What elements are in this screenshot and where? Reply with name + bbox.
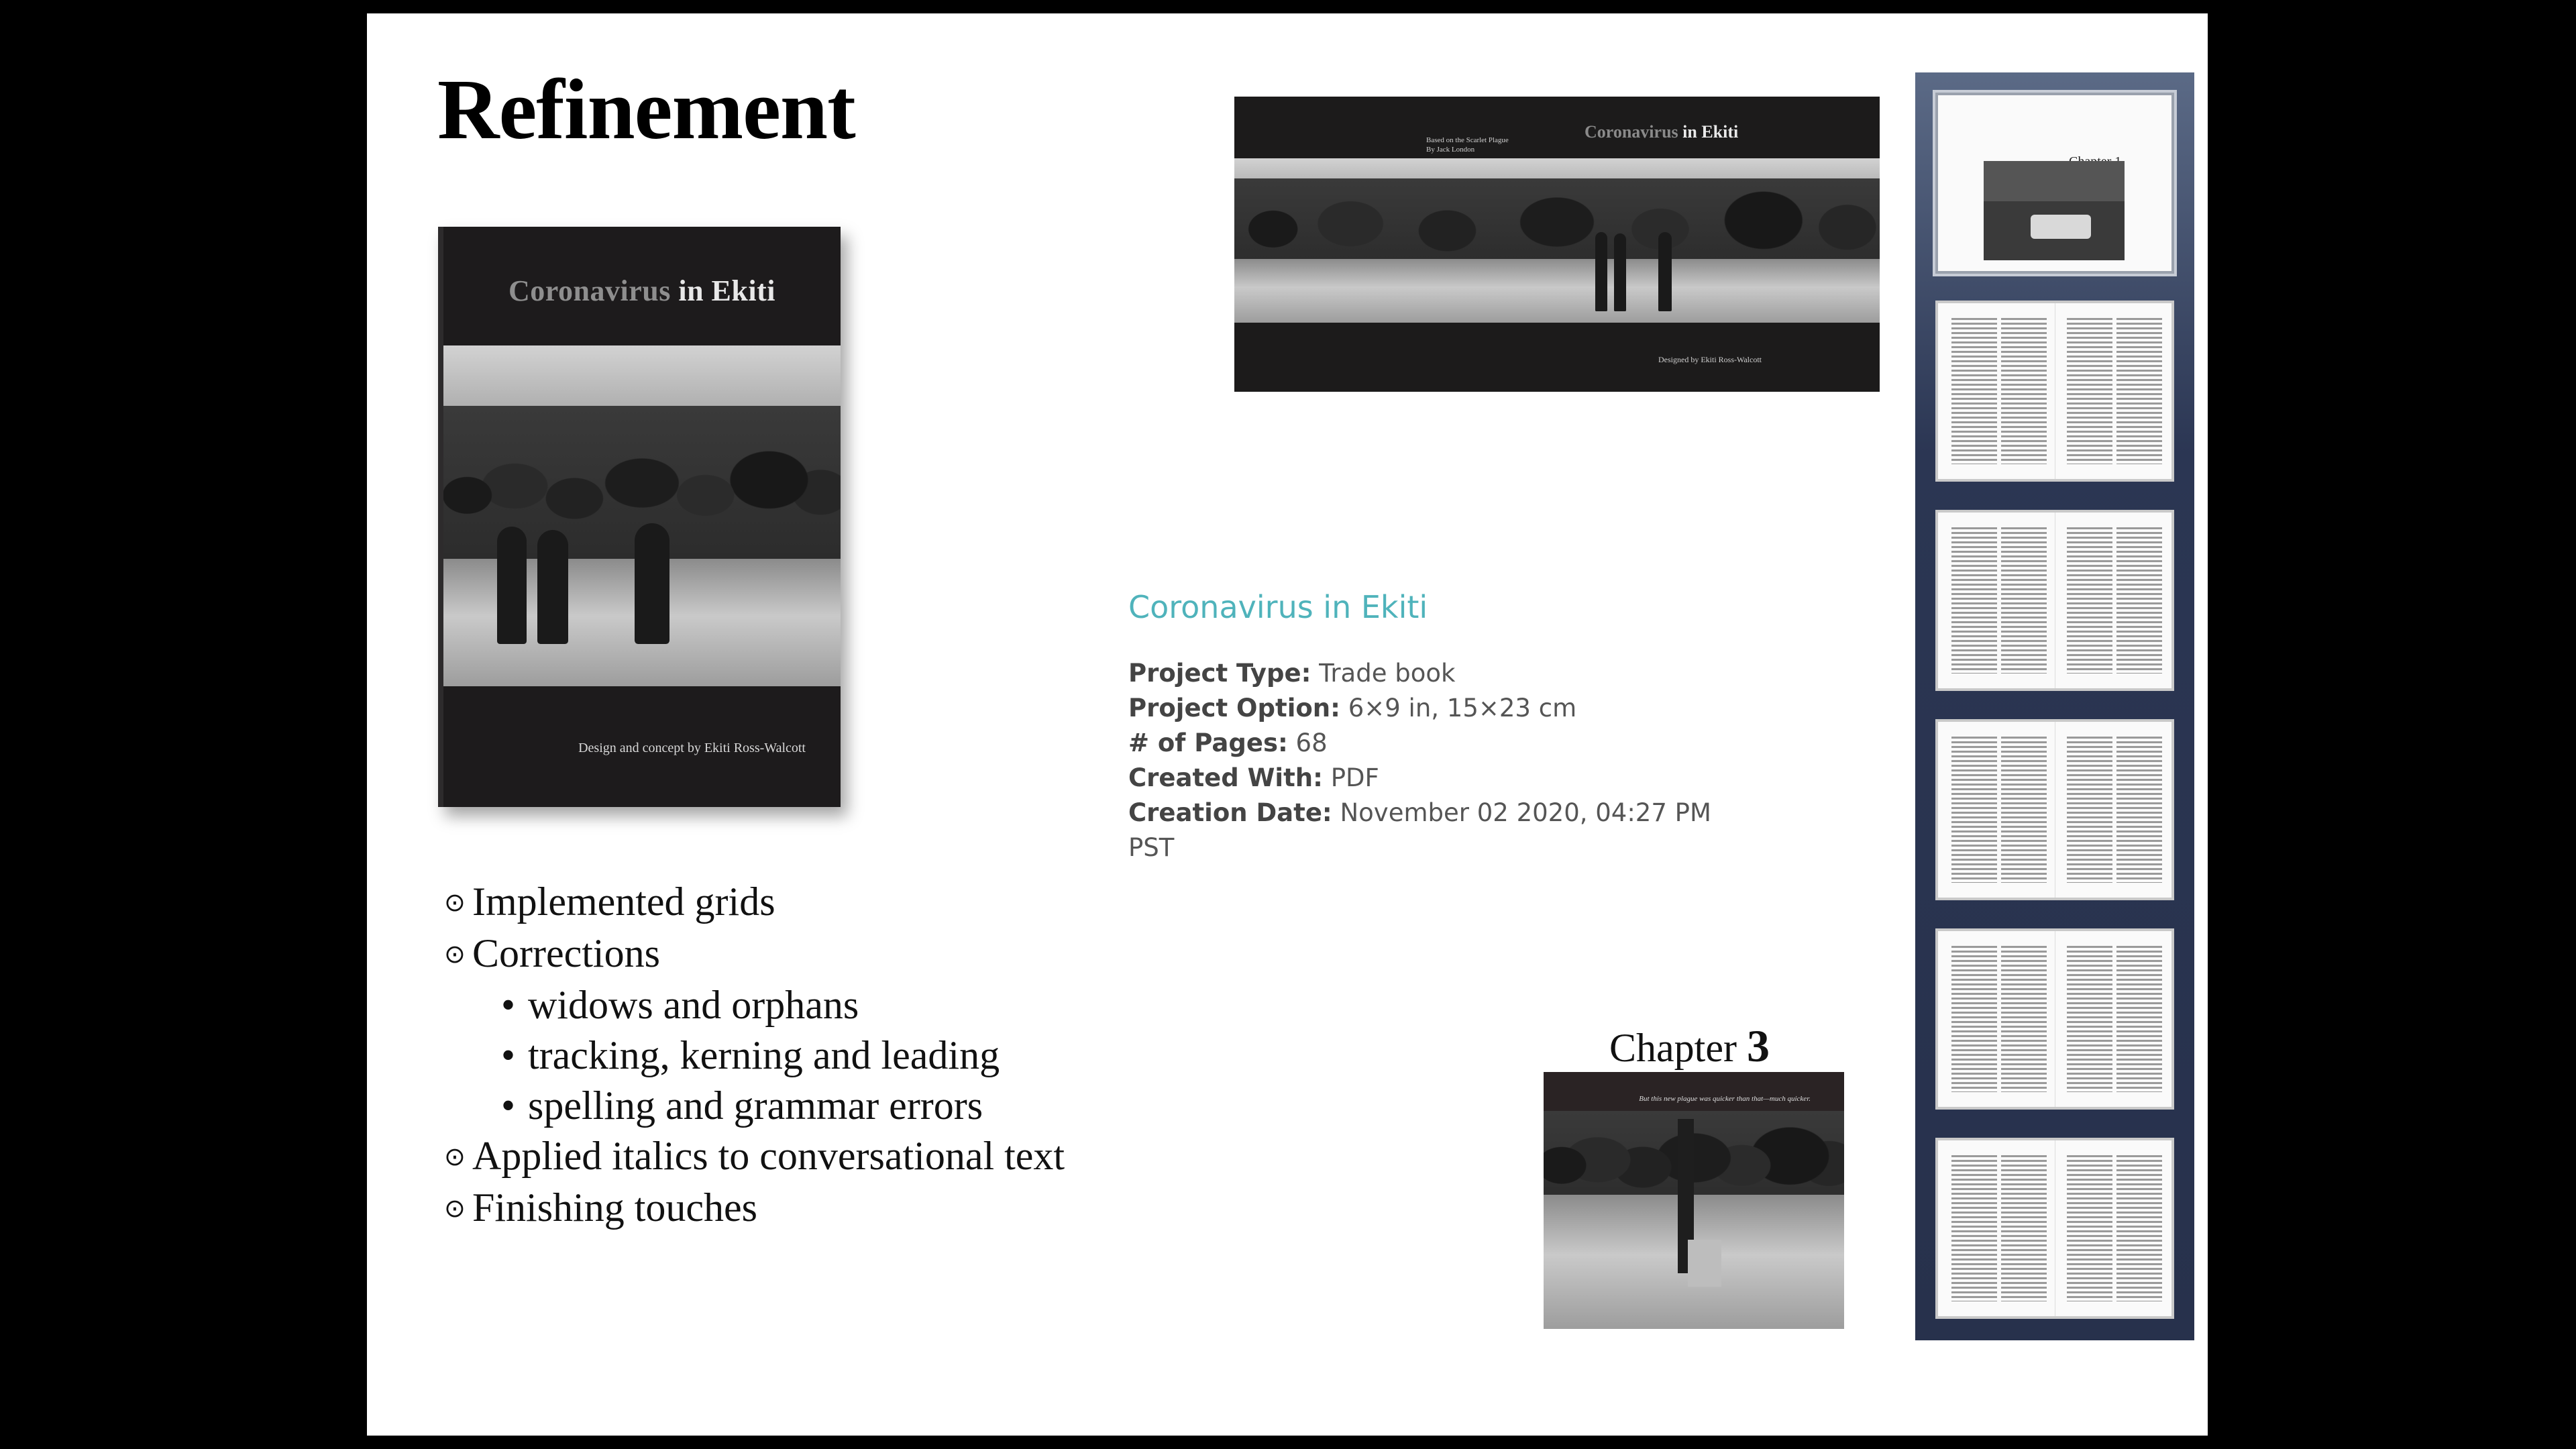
page-thumbnail[interactable]	[1935, 928, 2174, 1110]
page-thumbnail[interactable]	[1935, 301, 2174, 482]
bullet-item: ⊙ Implemented grids	[444, 877, 1065, 928]
bullet-marker: ⊙	[444, 889, 466, 917]
cover-spread-image	[1234, 97, 1880, 392]
created-with-row: Created With: PDF	[1128, 763, 1379, 792]
book-cover-title-bold: in Ekiti	[670, 274, 775, 307]
chapter-number: 3	[1746, 1020, 1770, 1071]
project-info	[1128, 589, 1711, 865]
project-option-row: Project Option: 6×9 in, 15×23 cm	[1128, 694, 1577, 722]
bullet-marker: ⊙	[444, 1195, 466, 1223]
sub-bullet-item: • widows and orphans	[444, 980, 1065, 1030]
page-thumbnail[interactable]	[1935, 510, 2174, 691]
creation-date-row: Creation Date: November 02 2020, 04:27 PM	[1128, 798, 1711, 827]
page-thumbnail[interactable]	[1935, 719, 2174, 900]
chapter-photo	[1544, 1072, 1844, 1329]
book-cover-title	[443, 274, 841, 308]
sub-bullet-item: • spelling and grammar errors	[444, 1081, 1065, 1131]
spread-based-on: Based on the Scarlet Plague By Jack London	[1426, 136, 1509, 154]
page-thumbnail[interactable]	[1935, 93, 2174, 274]
project-title: Coronavirus in Ekiti	[1128, 589, 1428, 625]
chapter-caption: But this new plague was quicker than that—much quicker.	[1639, 1095, 1811, 1103]
bullet-marker: ⊙	[444, 1143, 466, 1171]
page-thumbnail[interactable]	[1935, 1138, 2174, 1319]
book-cover-image	[438, 227, 841, 807]
spread-title: Coronavirus in Ekiti	[1585, 122, 1739, 142]
bullet-marker: ⊙	[444, 941, 466, 969]
bullet-marker: •	[501, 1083, 516, 1128]
bullet-item: ⊙ Applied italics to conversational text	[444, 1131, 1065, 1183]
book-cover-photo	[443, 345, 841, 686]
spread-photo	[1234, 158, 1880, 323]
slide	[367, 13, 2208, 1436]
slide-title: Refinement	[437, 62, 855, 157]
page-thumbnails-panel	[1915, 72, 2194, 1340]
bullet-list	[444, 877, 1065, 1234]
book-cover-credit: Design and concept by Ekiti Ross-Walcott	[578, 741, 806, 755]
creation-timezone: PST	[1128, 833, 1175, 862]
bullet-item: ⊙ Corrections	[444, 928, 1065, 980]
bullet-marker: •	[501, 983, 516, 1027]
bullet-marker: •	[501, 1033, 516, 1077]
bullet-item: ⊙ Finishing touches	[444, 1183, 1065, 1234]
project-type-row: Project Type: Trade book	[1128, 659, 1456, 688]
book-cover-title-dim: Coronavirus	[508, 274, 671, 307]
spread-designer-credit: Designed by Ekiti Ross-Walcott	[1658, 355, 1762, 364]
chapter-heading: Chapter 3	[1609, 1020, 1770, 1071]
sub-bullet-item: • tracking, kerning and leading	[444, 1030, 1065, 1081]
page-count-row: # of Pages: 68	[1128, 729, 1328, 757]
